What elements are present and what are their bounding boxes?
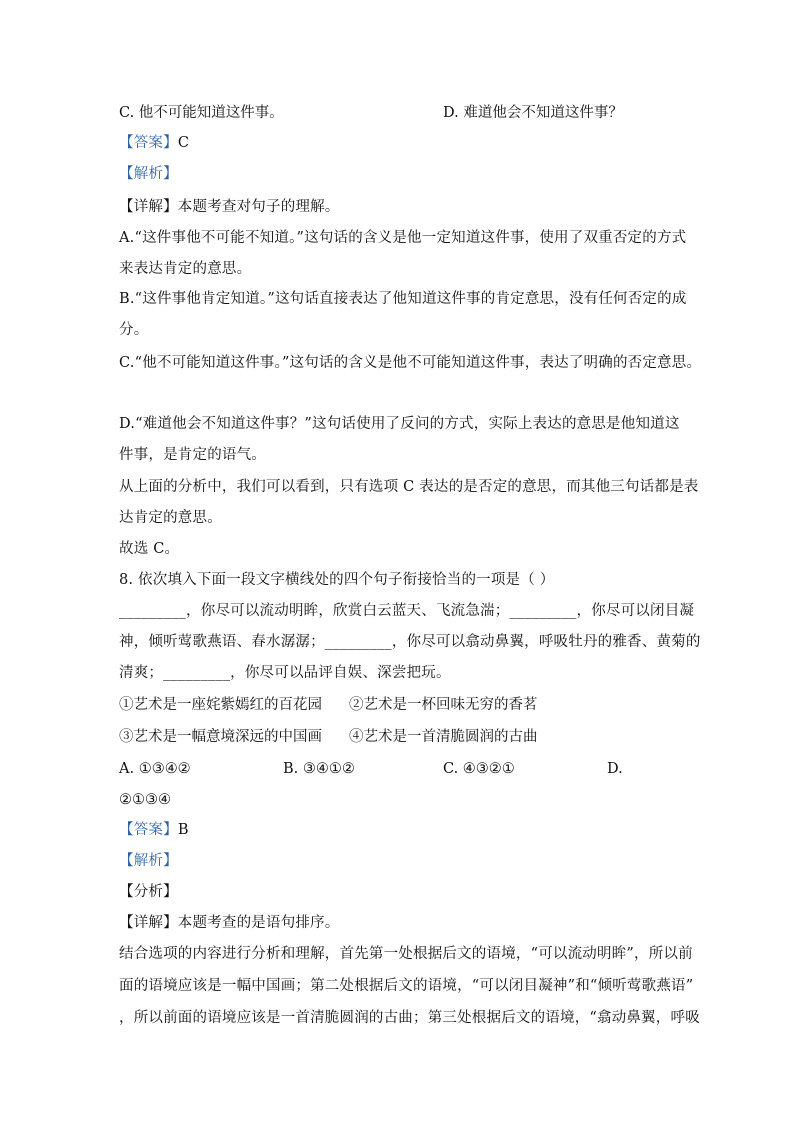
q7-detail-line: 件事，是肯定的语气。 <box>119 447 266 463</box>
q7-option-c: C. 他不可能知道这件事。 <box>119 105 284 121</box>
q8-choice-d-content: ②①③④ <box>119 792 171 808</box>
q7-detail-line: A.“这件事他不可能不知道。”这句话的含义是他一定知道这件事，使用了双重否定的方式 <box>119 230 687 246</box>
q8-sentence-1: ①艺术是一座姹紫嫣红的百花园 <box>119 697 322 713</box>
q7-detail-line: 来表达肯定的意思。 <box>119 261 252 277</box>
q8-choice-c: C. ④③②① <box>443 761 515 777</box>
q7-detail-line: 分。 <box>119 322 149 338</box>
q8-sentence-2: ②艺术是一杯回味无穷的香茗 <box>349 697 538 713</box>
q7-detail-line: B.“这件事他肯定知道。”这句话直接表达了他知道这件事的肯定意思，没有任何否定的成 <box>119 291 687 307</box>
q8-detail-line: 结合选项的内容进行分析和理解，首先第一处根据后文的语境，“可以流动明眸”，所以前 <box>119 946 693 962</box>
q8-sentence-3: ③艺术是一幅意境深远的中国画 <box>119 729 322 745</box>
q8-choice-b: B. ③④①② <box>283 761 355 777</box>
q7-detail-line: 从上面的分析中，我们可以看到，只有选项 C 表达的是否定的意思，而其他三句话都是表 <box>119 479 699 495</box>
q8-choice-d: D. <box>607 761 623 777</box>
q8-choice-a: A. ①③④② <box>119 761 191 777</box>
answer-value: C <box>177 135 190 151</box>
answer-value: B <box>177 822 189 838</box>
q8-detail-line: 【分析】 <box>119 884 178 900</box>
q7-analysis-tag: 【解析】 <box>119 166 178 182</box>
q7-detail-line: 【详解】本题考查对句子的理解。 <box>119 199 340 215</box>
q7-detail-line: 故选 C。 <box>119 541 180 557</box>
q7-option-d: D. 难道他会不知道这件事？ <box>443 105 623 121</box>
answer-tag: 【答案】 <box>119 135 178 151</box>
q8-stem: 8. 依次填入下面一段文字横线处的四个句子衔接恰当的一项是（ ） <box>119 572 555 588</box>
q8-passage-line: 神，倾听莺歌燕语、春水潺潺；_________，你尽可以翕动鼻翼，呼吸牡丹的雅香、黄菊的 <box>119 634 701 650</box>
q7-detail-line: 达肯定的意思。 <box>119 510 222 526</box>
q8-sentence-4: ④艺术是一首清脆圆润的古曲 <box>349 729 538 745</box>
q7-detail-line: D.“难道他会不知道这件事？”这句话使用了反问的方式，实际上表达的意思是他知道这 <box>119 416 680 432</box>
q8-answer <box>119 820 189 840</box>
q8-passage-line: 清爽；_________，你尽可以品评自娱、深尝把玩。 <box>119 665 451 681</box>
q7-detail-line: C.“他不可能知道这件事。”这句话的含义是他不可能知道这件事，表达了明确的否定意思。 <box>119 355 702 371</box>
q8-detail-line: 面的语境应该是一幅中国画；第二处根据后文的语境，“可以闭目凝神”和“倾听莺歌燕语” <box>119 978 694 994</box>
q8-detail-line: 【详解】本题考查的是语句排序。 <box>119 915 340 931</box>
q8-passage-line: _________，你尽可以流动明眸，欣赏白云蓝天、飞流急湍；_________，你尽可以闭目凝 <box>119 603 695 619</box>
q8-analysis-tag: 【解析】 <box>119 853 178 869</box>
q7-answer <box>119 133 189 153</box>
q8-detail-line: ，所以前面的语境应该是一首清脆圆润的古曲；第三处根据后文的语境，“翕动鼻翼，呼吸 <box>119 1010 700 1026</box>
answer-tag: 【答案】 <box>119 822 178 838</box>
